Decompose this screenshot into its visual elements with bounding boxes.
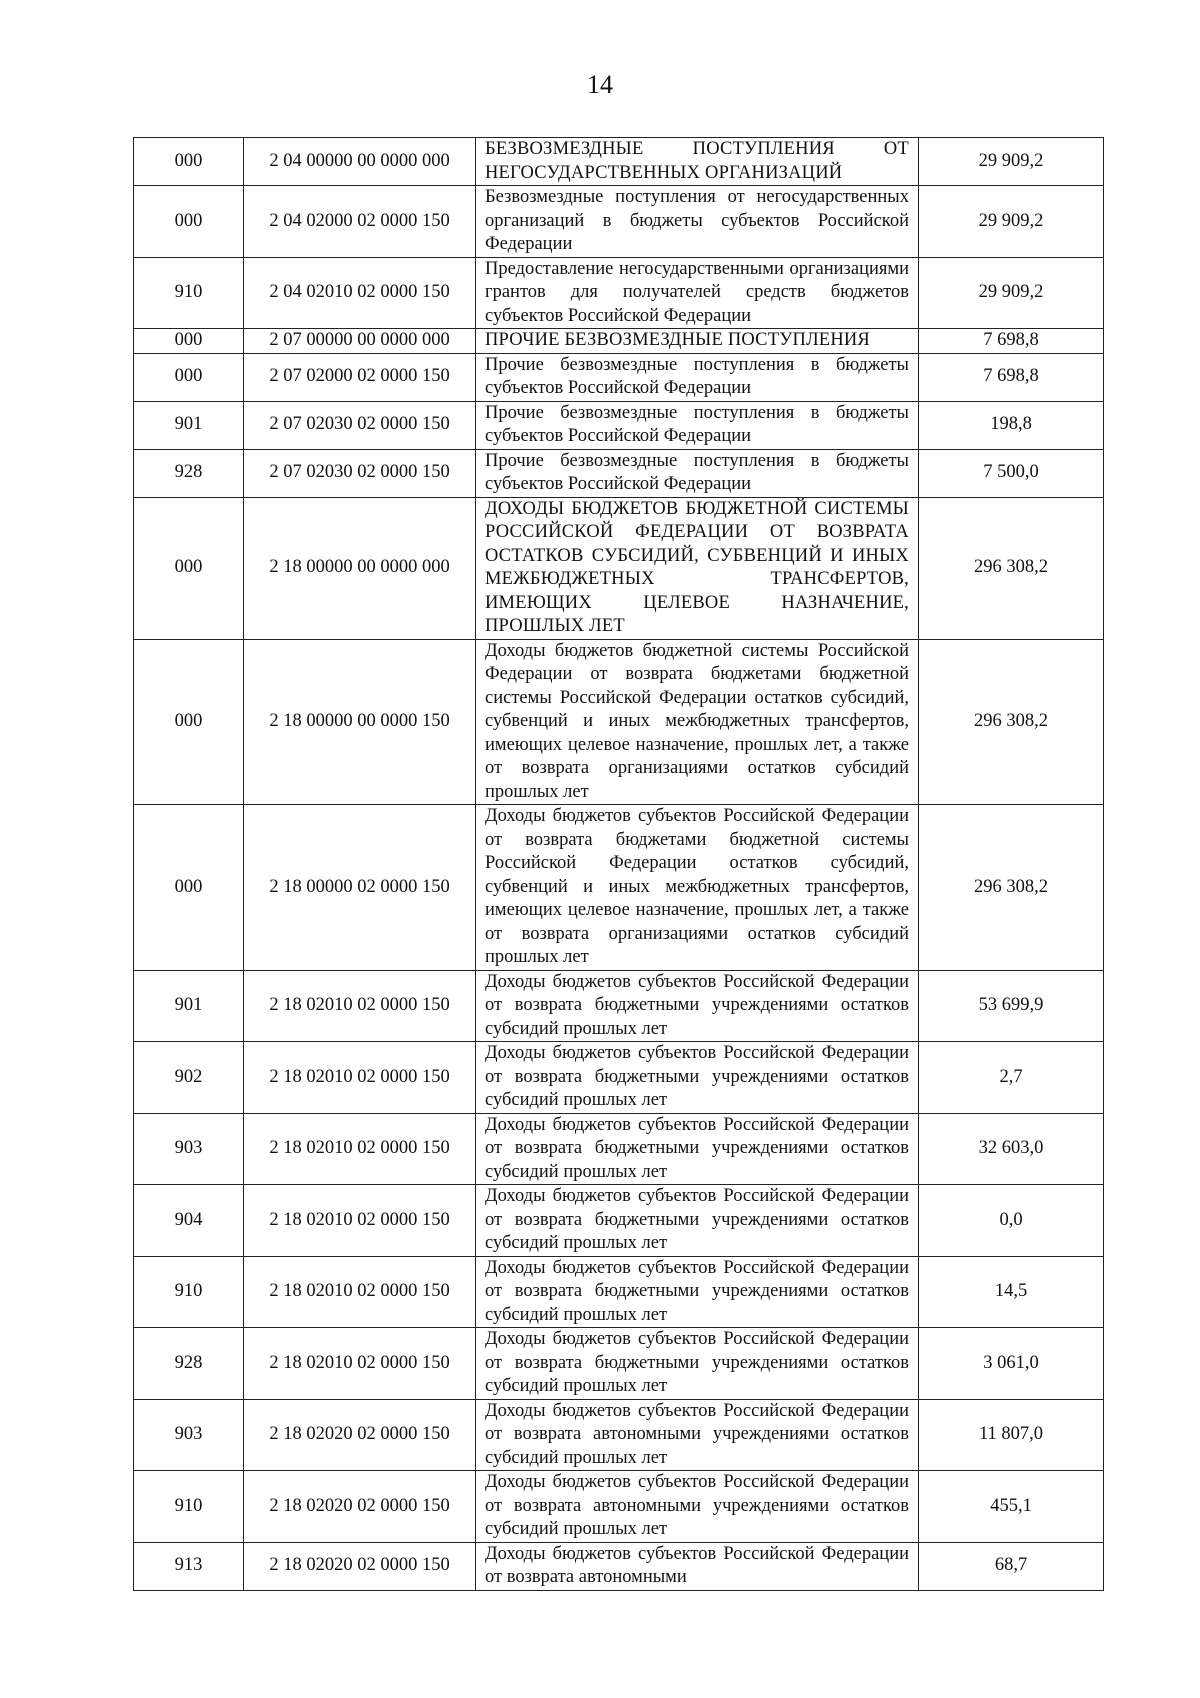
page-number: 14 bbox=[587, 70, 613, 99]
amount-cell: 198,8 bbox=[919, 401, 1104, 449]
table-row bbox=[134, 1113, 1104, 1185]
budget-code-cell: 2 18 02010 02 0000 150 bbox=[244, 970, 476, 1042]
budget-code-cell: 2 04 00000 00 0000 000 bbox=[244, 138, 476, 186]
admin-code-cell: 910 bbox=[134, 1256, 244, 1328]
admin-code-cell: 000 bbox=[134, 353, 244, 401]
admin-code-cell: 902 bbox=[134, 1042, 244, 1114]
income-name-cell: Прочие безвозмездные поступления в бюджеты субъектов Российской Федерации bbox=[476, 353, 919, 401]
budget-code-cell: 2 04 02000 02 0000 150 bbox=[244, 186, 476, 258]
income-name-cell: Доходы бюджетов субъектов Российской Федерации от возврата бюджетными учреждениями остатков субсидий прошлых лет bbox=[476, 1185, 919, 1257]
income-name-cell: Доходы бюджетов субъектов Российской Федерации от возврата бюджетами бюджетной системы Российской Федерации остатков субсидий, субвенций и иных межбюджетных трансфертов, имеющих целевое назначение, прошлых лет, а также от возврата организациями остатков субсидий прошлых лет bbox=[476, 805, 919, 971]
table-row bbox=[134, 138, 1104, 186]
budget-code-cell: 2 07 02030 02 0000 150 bbox=[244, 449, 476, 497]
table-row bbox=[134, 639, 1104, 805]
table-row bbox=[134, 353, 1104, 401]
budget-code-cell: 2 07 02030 02 0000 150 bbox=[244, 401, 476, 449]
amount-cell: 7 500,0 bbox=[919, 449, 1104, 497]
income-name-cell: Доходы бюджетов субъектов Российской Федерации от возврата бюджетными учреждениями остатков субсидий прошлых лет bbox=[476, 1256, 919, 1328]
admin-code-cell: 910 bbox=[134, 257, 244, 329]
admin-code-cell: 000 bbox=[134, 497, 244, 639]
admin-code-cell: 913 bbox=[134, 1542, 244, 1590]
table-row bbox=[134, 1256, 1104, 1328]
budget-code-cell: 2 18 02010 02 0000 150 bbox=[244, 1185, 476, 1257]
amount-cell: 455,1 bbox=[919, 1471, 1104, 1543]
budget-code-cell: 2 18 02010 02 0000 150 bbox=[244, 1256, 476, 1328]
amount-cell: 2,7 bbox=[919, 1042, 1104, 1114]
table-row bbox=[134, 1042, 1104, 1114]
amount-cell: 296 308,2 bbox=[919, 639, 1104, 805]
budget-code-cell: 2 18 02010 02 0000 150 bbox=[244, 1113, 476, 1185]
budget-code-cell: 2 18 02020 02 0000 150 bbox=[244, 1471, 476, 1543]
table-row bbox=[134, 1185, 1104, 1257]
revenue-table bbox=[133, 137, 1104, 1591]
admin-code-cell: 928 bbox=[134, 449, 244, 497]
income-name-cell: Доходы бюджетов субъектов Российской Федерации от возврата бюджетными учреждениями остатков субсидий прошлых лет bbox=[476, 970, 919, 1042]
table-row bbox=[134, 1399, 1104, 1471]
table-row bbox=[134, 805, 1104, 971]
income-name-cell: ДОХОДЫ БЮДЖЕТОВ БЮДЖЕТНОЙ СИСТЕМЫ РОССИЙСКОЙ ФЕДЕРАЦИИ ОТ ВОЗВРАТА ОСТАТКОВ СУБСИДИЙ, СУБВЕНЦИЙ И ИНЫХ МЕЖБЮДЖЕТНЫХ ТРАНСФЕРТОВ, ИМЕЮЩИХ ЦЕЛЕВОЕ НАЗНАЧЕНИЕ, ПРОШЛЫХ ЛЕТ bbox=[476, 497, 919, 639]
income-name-cell: ПРОЧИЕ БЕЗВОЗМЕЗДНЫЕ ПОСТУПЛЕНИЯ bbox=[476, 329, 919, 354]
income-name-cell: Безвозмездные поступления от негосударственных организаций в бюджеты субъектов Российской Федерации bbox=[476, 186, 919, 258]
admin-code-cell: 928 bbox=[134, 1328, 244, 1400]
income-name-cell: Доходы бюджетов субъектов Российской Федерации от возврата автономными учреждениями остатков субсидий прошлых лет bbox=[476, 1399, 919, 1471]
table-row bbox=[134, 329, 1104, 354]
amount-cell: 7 698,8 bbox=[919, 353, 1104, 401]
budget-code-cell: 2 04 02010 02 0000 150 bbox=[244, 257, 476, 329]
budget-code-cell: 2 18 00000 00 0000 150 bbox=[244, 639, 476, 805]
admin-code-cell: 000 bbox=[134, 639, 244, 805]
budget-code-cell: 2 18 02020 02 0000 150 bbox=[244, 1399, 476, 1471]
admin-code-cell: 910 bbox=[134, 1471, 244, 1543]
amount-cell: 32 603,0 bbox=[919, 1113, 1104, 1185]
table-row bbox=[134, 401, 1104, 449]
budget-code-cell: 2 18 02010 02 0000 150 bbox=[244, 1042, 476, 1114]
budget-code-cell: 2 18 02010 02 0000 150 bbox=[244, 1328, 476, 1400]
table-row bbox=[134, 970, 1104, 1042]
table-row bbox=[134, 449, 1104, 497]
budget-code-cell: 2 18 00000 00 0000 000 bbox=[244, 497, 476, 639]
admin-code-cell: 901 bbox=[134, 970, 244, 1042]
income-name-cell: Доходы бюджетов субъектов Российской Федерации от возврата бюджетными учреждениями остатков субсидий прошлых лет bbox=[476, 1113, 919, 1185]
revenue-table-body bbox=[134, 138, 1104, 1591]
amount-cell: 7 698,8 bbox=[919, 329, 1104, 354]
admin-code-cell: 901 bbox=[134, 401, 244, 449]
amount-cell: 68,7 bbox=[919, 1542, 1104, 1590]
admin-code-cell: 000 bbox=[134, 186, 244, 258]
income-name-cell: БЕЗВОЗМЕЗДНЫЕ ПОСТУПЛЕНИЯ ОТ НЕГОСУДАРСТВЕННЫХ ОРГАНИЗАЦИЙ bbox=[476, 138, 919, 186]
amount-cell: 29 909,2 bbox=[919, 138, 1104, 186]
amount-cell: 11 807,0 bbox=[919, 1399, 1104, 1471]
budget-code-cell: 2 07 02000 02 0000 150 bbox=[244, 353, 476, 401]
income-name-cell: Прочие безвозмездные поступления в бюджеты субъектов Российской Федерации bbox=[476, 449, 919, 497]
admin-code-cell: 000 bbox=[134, 329, 244, 354]
admin-code-cell: 000 bbox=[134, 138, 244, 186]
income-name-cell: Доходы бюджетов субъектов Российской Федерации от возврата бюджетными учреждениями остатков субсидий прошлых лет bbox=[476, 1042, 919, 1114]
table-row bbox=[134, 186, 1104, 258]
table-row bbox=[134, 497, 1104, 639]
income-name-cell: Доходы бюджетов бюджетной системы Российской Федерации от возврата бюджетами бюджетной системы Российской Федерации остатков субсидий, субвенций и иных межбюджетных трансфертов, имеющих целевое назначение, прошлых лет, а также от возврата организациями остатков субсидий прошлых лет bbox=[476, 639, 919, 805]
income-name-cell: Прочие безвозмездные поступления в бюджеты субъектов Российской Федерации bbox=[476, 401, 919, 449]
admin-code-cell: 000 bbox=[134, 805, 244, 971]
income-name-cell: Доходы бюджетов субъектов Российской Федерации от возврата автономными учреждениями остатков субсидий прошлых лет bbox=[476, 1471, 919, 1543]
amount-cell: 296 308,2 bbox=[919, 805, 1104, 971]
table-row bbox=[134, 1471, 1104, 1543]
income-name-cell: Доходы бюджетов субъектов Российской Федерации от возврата бюджетными учреждениями остатков субсидий прошлых лет bbox=[476, 1328, 919, 1400]
admin-code-cell: 903 bbox=[134, 1113, 244, 1185]
budget-code-cell: 2 18 00000 02 0000 150 bbox=[244, 805, 476, 971]
amount-cell: 29 909,2 bbox=[919, 186, 1104, 258]
budget-code-cell: 2 07 00000 00 0000 000 bbox=[244, 329, 476, 354]
budget-code-cell: 2 18 02020 02 0000 150 bbox=[244, 1542, 476, 1590]
income-name-cell: Предоставление негосударственными организациями грантов для получателей средств бюджетов субъектов Российской Федерации bbox=[476, 257, 919, 329]
amount-cell: 296 308,2 bbox=[919, 497, 1104, 639]
admin-code-cell: 904 bbox=[134, 1185, 244, 1257]
amount-cell: 29 909,2 bbox=[919, 257, 1104, 329]
admin-code-cell: 903 bbox=[134, 1399, 244, 1471]
amount-cell: 53 699,9 bbox=[919, 970, 1104, 1042]
table-row bbox=[134, 1328, 1104, 1400]
table-row bbox=[134, 257, 1104, 329]
income-name-cell: Доходы бюджетов субъектов Российской Федерации от возврата автономными bbox=[476, 1542, 919, 1590]
amount-cell: 14,5 bbox=[919, 1256, 1104, 1328]
amount-cell: 0,0 bbox=[919, 1185, 1104, 1257]
table-row bbox=[134, 1542, 1104, 1590]
amount-cell: 3 061,0 bbox=[919, 1328, 1104, 1400]
